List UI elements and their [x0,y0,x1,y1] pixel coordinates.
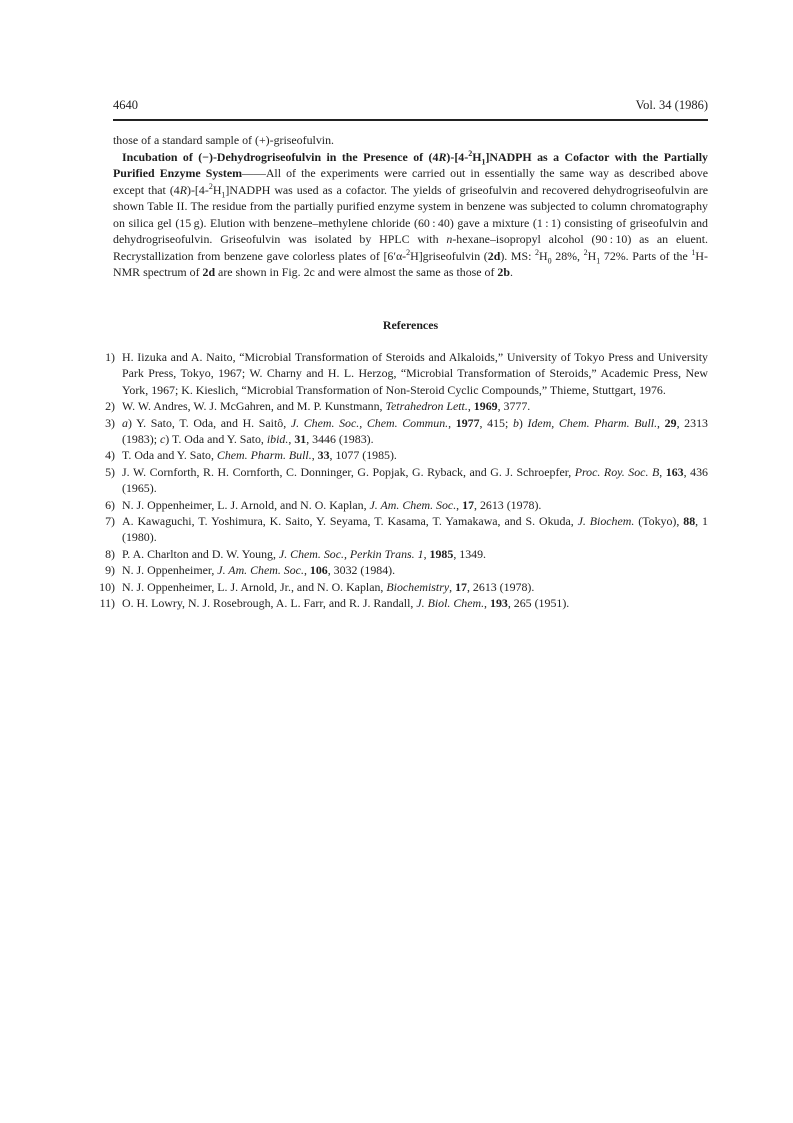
reference-text: 1977 [455,415,480,430]
reference-number: 10) [99,579,115,594]
reference-text: , 436 (1965). [122,464,708,496]
reference-text: , [467,399,474,414]
references-heading: References [382,318,439,332]
reference-text: T. Oda and Y. Sato, [122,448,217,463]
body-text [113,132,708,281]
reference-text: J. Biol. Chem. [416,596,485,611]
reference-text: ) [518,415,528,430]
reference-item [96,595,708,611]
reference-text: H. Iizuka and A. Naito, “Microbial Transformation of Steroids and Alkaloids,” University of Tokyo Press and University Park Press, Tokyo, 1967; W. Charny and H. L. Herzog, “Microbial Transformation of Steroids,” Academic Press, New York, 1967; K. Kieslich, “Microbial Transformation of Non-Steroid Cyclic Compounds,” Thieme, Stuttgart, 1976. [122,350,708,397]
reference-text: O. H. Lowry, N. J. Rosebrough, A. L. Farr, and R. J. Randall, [122,596,417,611]
reference-item [96,447,708,463]
reference-text: J. W. Cornforth, R. H. Cornforth, C. Donninger, G. Popjak, G. Ryback, and G. J. Schroepfer, [122,464,575,479]
reference-text: , [303,563,310,578]
page-number: 4640 [113,98,138,112]
reference-text: Idem, Chem. Pharm. Bull. [527,415,658,430]
reference-text: (Tokyo), [634,514,684,529]
reference-text: , 2613 (1978). [474,497,542,512]
reference-text: , [449,579,456,594]
reference-item [96,349,708,398]
reference-number: 1) [105,350,115,364]
reference-text: , 2613 (1978). [466,579,535,594]
reference-item [96,497,708,513]
paragraph-heading: Incubation of (−)-Dehydrogriseofulvin in the Presence of $(4R)-[4-^2H_1]NADPH$ as a Cofactor with the Partially Purified Enzyme System [113,148,708,180]
reference-text: b [512,415,519,430]
reference-item [96,579,708,595]
reference-item [96,513,708,546]
reference-item [96,415,708,448]
reference-item [96,464,708,497]
reference-text: Biochemistry [386,579,450,594]
reference-text: , 415; [479,415,513,430]
reference-text: , [657,415,665,430]
reference-text: N. J. Oppenheimer, L. J. Arnold, Jr., and N. O. Kaplan, [122,579,387,594]
reference-text: J. Am. Chem. Soc. [217,563,304,578]
reference-text: , [311,448,318,463]
reference-number: 5) [105,464,115,479]
reference-text: ibid. [266,432,289,447]
reference-text: W. W. Andres, W. J. McGahren, and M. P. Kunstmann, [122,399,386,414]
reference-text: J. Biochem. [577,514,635,529]
reference-text: 88 [683,514,696,529]
reference-text: 1985 [429,546,454,561]
header-rule [113,119,708,121]
reference-text: 29 [664,415,677,430]
reference-text: J. Chem. Soc., Perkin Trans. 1 [278,546,424,561]
reference-text: , 3777. [497,399,531,414]
reference-text: , 1 (1980). [122,514,708,545]
reference-text: 1969 [473,399,498,414]
reference-text: , 265 (1951). [507,596,570,611]
reference-text: Chem. Pharm. Bull. [216,448,312,463]
reference-text: , [423,546,430,561]
reference-text: N. J. Oppenheimer, L. J. Arnold, and N. O. Kaplan, [122,497,370,512]
reference-item [96,562,708,578]
reference-text: 33 [317,448,330,463]
reference-text: J. Am. Chem. Soc. [369,497,457,512]
reference-text: , [448,415,456,430]
reference-text: A. Kawaguchi, T. Yoshimura, K. Saito, Y. Seyama, T. Kasama, T. Yamakawa, and S. Okuda, [122,514,578,529]
reference-text: , [484,596,490,611]
reference-text: 163 [665,464,684,479]
reference-text: Proc. Roy. Soc. B [574,464,660,479]
reference-text: , 1349. [453,546,487,561]
paragraph-incubation: Incubation of (−)-Dehydrogriseofulvin in the Presence of $(4R)-[4-^2H_1]NADPH$ as a Cofactor with the Partially Purified Enzyme System——All of the experiments were carried out in essentially the same way as described above except that $(4R)-[4-^2H_1]NADPH$ was used as a cofactor. The yields of griseofulvin and recovered dehydrogriseofulvin are shown Table II. The residue from the partially purified enzyme system in benzene was subjected to column chromatography on silica gel (15 g). Elution with benzene–methylene chloride (60 : 40) gave a mixture (1 : 1) consisting of griseofulvin and dehydrogriseofulvin. Griseofulvin was isolated by HPLC with n-hexane–isopropyl alcohol (90 : 10) as an eluent. Recrystallization from benzene gave colorless plates of [6′α-$^2$H]griseofulvin (2d). MS: $^2H_0$ 28%, $^2H_1$ 72%. Parts of the $^1$H-NMR spectrum of 2d are shown in Fig. 2c and were almost the same as those of 2b. [113,148,708,279]
reference-number: 4) [105,448,115,463]
reference-number: 8) [105,546,115,561]
reference-text: c [159,432,166,447]
reference-number: 2) [105,399,115,414]
reference-text: ) T. Oda and Y. Sato, [165,432,267,447]
reference-item [96,398,708,414]
reference-text: ) Y. Sato, T. Oda, and H. Saitô, [127,415,291,430]
reference-text: 17 [462,497,475,512]
reference-text: , [288,432,295,447]
reference-text: 17 [455,579,467,594]
reference-text: P. A. Charlton and D. W. Young, [122,546,279,561]
reference-item [96,546,708,562]
reference-text: 31 [294,432,307,447]
reference-text: , 2313 (1983); [122,415,708,447]
reference-text: , 1077 (1985). [329,448,397,463]
reference-text: a [122,415,128,430]
reference-text: , 3032 (1984). [327,563,396,578]
volume-label: Vol. 34 (1986) [635,98,708,112]
reference-text: 106 [309,563,328,578]
reference-number: 6) [105,497,115,512]
reference-text: Tetrahedron Lett. [385,399,468,414]
reference-number: 9) [105,563,115,578]
running-header [113,98,708,114]
reference-text: , [659,464,666,479]
reference-text: 193 [490,596,508,611]
reference-number: 11) [99,596,115,611]
reference-number: 7) [105,514,115,529]
reference-text: , 3446 (1983). [306,432,374,447]
paragraph-continuation: those of a standard sample of (+)-griseofulvin. [113,133,335,147]
reference-number: 3) [105,415,115,430]
reference-text: , [456,497,463,512]
reference-list [96,349,708,612]
reference-text: J. Chem. Soc., Chem. Commun. [290,415,449,430]
reference-text: N. J. Oppenheimer, [122,563,218,578]
